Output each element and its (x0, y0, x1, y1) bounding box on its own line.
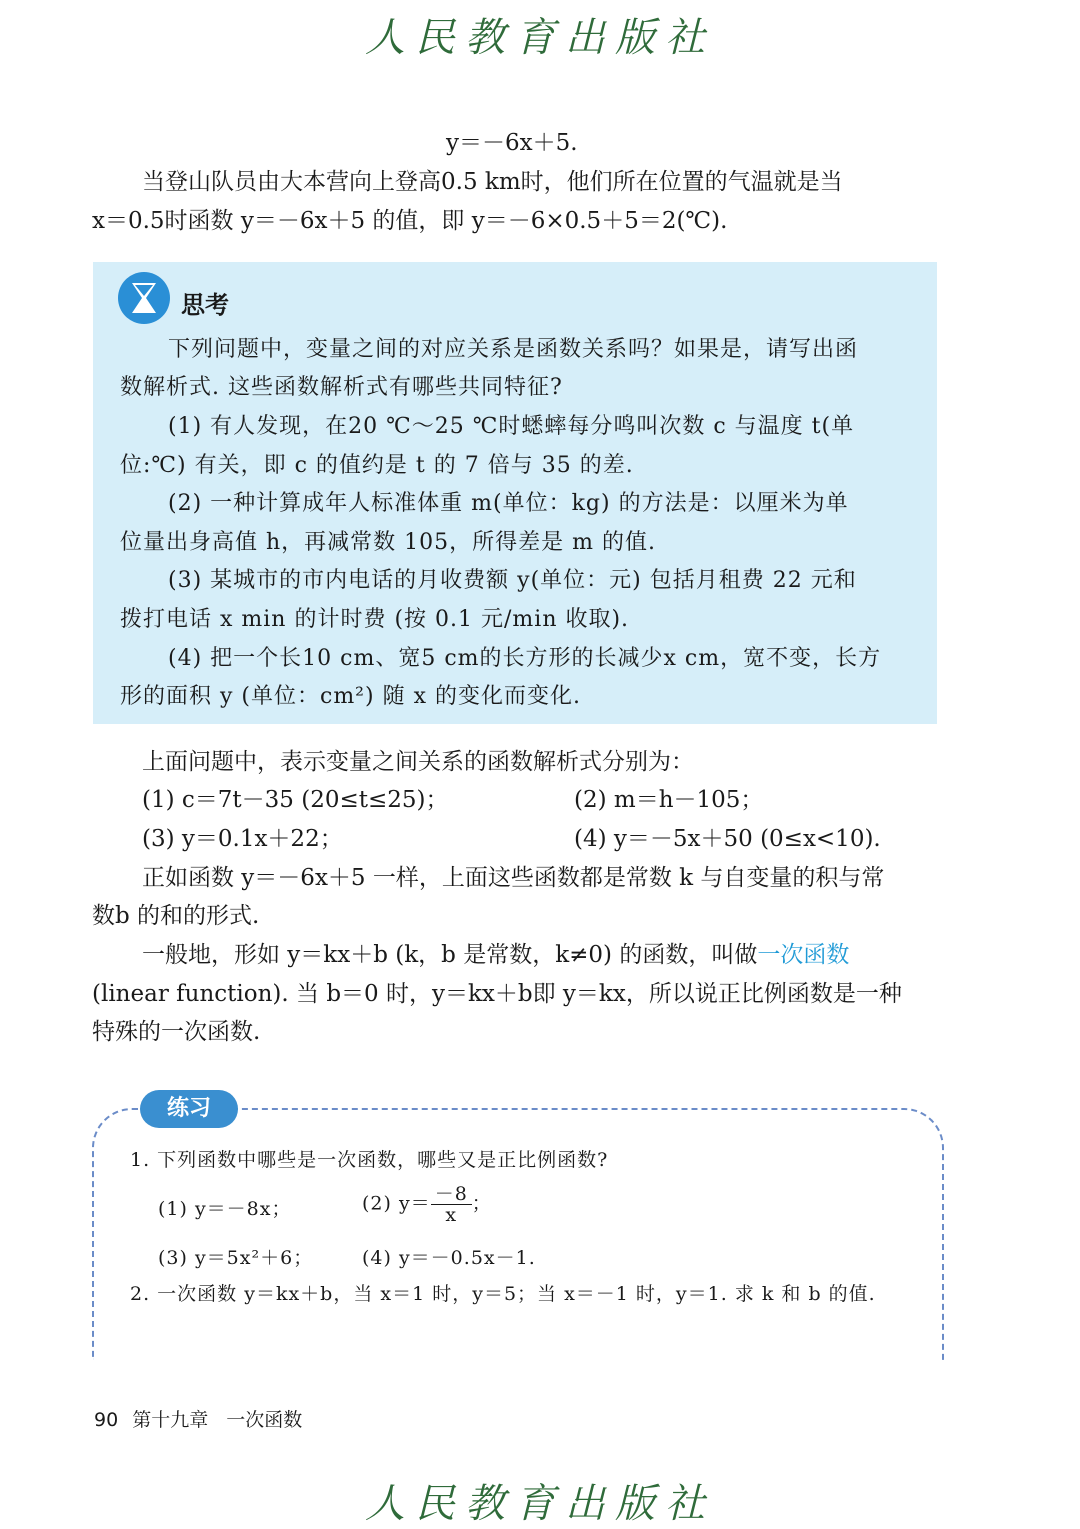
answer-2: (2) m＝h－105； (574, 787, 764, 813)
publisher-logo-top: 人民教育出版社 (365, 15, 715, 61)
exercise-q1-3: (3) y＝5x²＋6； (158, 1247, 314, 1269)
think-line-2: 数解析式. 这些函数解析式有哪些共同特征? (120, 375, 563, 400)
para3-line3: 特殊的一次函数. (92, 1019, 261, 1045)
think-line-1: 下列问题中，变量之间的对应关系是函数关系吗？如果是，请写出函 (168, 337, 859, 362)
answer-1: (1) c＝7t－35 (20≤t≤25)； (142, 787, 449, 813)
publisher-logo-bottom: 人民教育出版社 (365, 1481, 715, 1527)
fraction (431, 1184, 472, 1225)
think-line-4: 位:℃) 有关，即 c 的值约是 t 的 7 倍与 35 的差. (120, 453, 634, 478)
para1-line2: x＝0.5时函数 y＝－6x＋5 的值，即 y＝－6×0.5＋5＝2(℃). (92, 208, 728, 234)
page-footer (94, 1405, 302, 1432)
chapter-title: 一次函数 (226, 1409, 303, 1431)
exercise-q1-1: (1) y＝－8x； (158, 1198, 292, 1220)
answer-4: (4) y＝－5x＋50 (0≤x<10). (574, 826, 881, 852)
exercise-q1-4: (4) y＝－0.5x－1. (362, 1247, 536, 1269)
para3-line1 (142, 936, 849, 974)
para1-line1: 当登山队员由大本营向上登高0.5 km时，他们所在位置的气温就是当 (142, 169, 843, 195)
think-line-9: (4) 把一个长10 cm、宽5 cm的长方形的长减少x cm，宽不变，长方 (168, 646, 882, 671)
fraction-denominator: x (445, 1204, 458, 1226)
answer-3: (3) y＝0.1x＋22； (142, 826, 343, 852)
think-line-6: 位量出身高值 h，再减常数 105，所得差是 m 的值. (120, 530, 656, 555)
q1-2-suffix: ； (471, 1192, 492, 1215)
q1-2-prefix: (2) y＝ (362, 1192, 431, 1215)
think-line-7: (3) 某城市的市内电话的月收费额 y(单位：元) 包括月租费 22 元和 (168, 568, 857, 593)
fraction-numerator: －8 (431, 1184, 472, 1205)
answers-intro: 上面问题中，表示变量之间关系的函数解析式分别为： (142, 749, 694, 775)
page-number: 90 (94, 1409, 119, 1431)
think-title: 思考 (181, 291, 229, 319)
equation-top: y＝－6x＋5. (446, 130, 578, 156)
para3-line1-text: 一般地，形如 y＝kx＋b (k，b 是常数，k≠0) 的函数，叫做 (142, 942, 758, 968)
para2-line2: 数b 的和的形式. (92, 903, 260, 929)
para3-line2: (linear function). 当 b＝0 时，y＝kx＋b即 y＝kx，所以说正比例函数是一种 (92, 981, 902, 1007)
think-line-8: 拨打电话 x min 的计时费 (按 0.1 元/min 收取). (120, 607, 630, 632)
think-line-3: (1) 有人发现，在20 ℃～25 ℃时蟋蟀每分鸣叫次数 c 与温度 t(单 (168, 414, 855, 439)
term-linear-function: 一次函数 (757, 942, 850, 968)
exercise-q1: 1. 下列函数中哪些是一次函数，哪些又是正比例函数? (130, 1149, 609, 1171)
think-line-5: (2) 一种计算成年人标准体重 m(单位：kg) 的方法是：以厘米为单 (168, 491, 849, 516)
para2-line1: 正如函数 y＝－6x＋5 一样，上面这些函数都是常数 k 与自变量的积与常 (142, 865, 885, 891)
exercise-q1-2 (362, 1184, 492, 1225)
hourglass-icon (118, 272, 170, 324)
exercise-label: 练习 (140, 1090, 238, 1128)
exercise-q2: 2. 一次函数 y＝kx＋b，当 x＝1 时，y＝5；当 x＝－1 时，y＝1. 求 k 和 b 的值. (130, 1283, 876, 1305)
chapter-label: 第十九章 (132, 1409, 209, 1431)
think-line-10: 形的面积 y (单位：cm²) 随 x 的变化而变化. (120, 684, 581, 709)
